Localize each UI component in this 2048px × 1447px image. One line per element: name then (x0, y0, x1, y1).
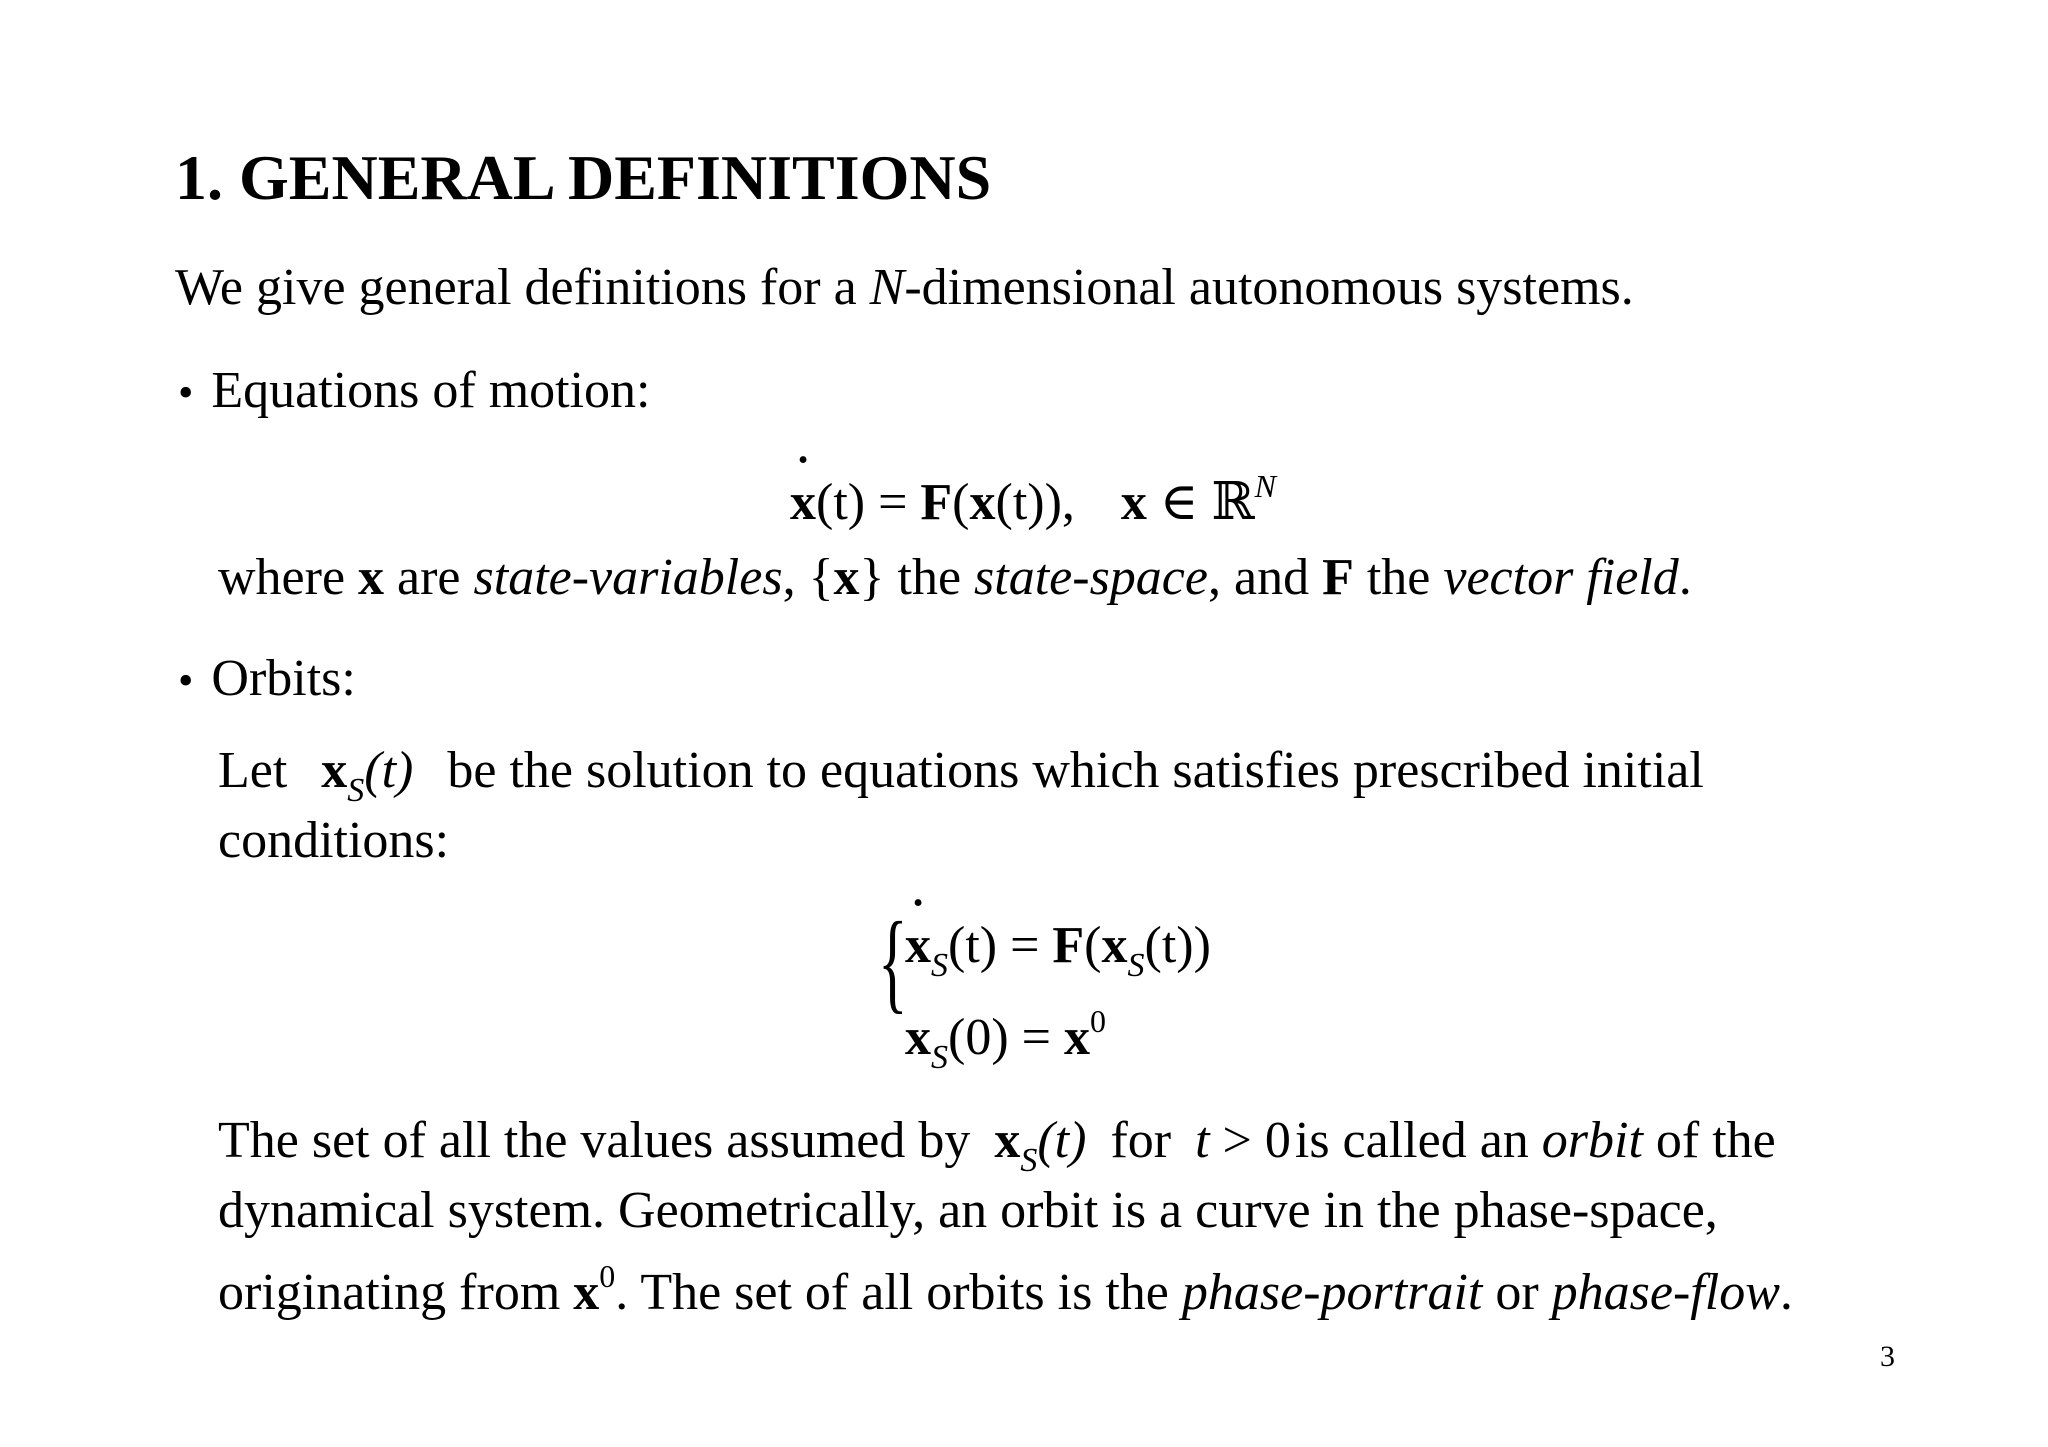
orbit-text: The set of all the values assumed by (218, 1112, 971, 1169)
system-row-2 (905, 990, 1106, 1089)
orbit-text: originating from (218, 1264, 574, 1321)
eq-rhs-var: x (969, 474, 996, 531)
xs-dot: x ˙ (905, 915, 931, 977)
let-line-2: conditions: (218, 812, 450, 869)
orbit-line-2: dynamical system. Geometrically, an orbit is a curve in the phase-space, (218, 1182, 1718, 1239)
row1-x: x (1101, 917, 1128, 974)
orbit-text: . (1779, 1264, 1793, 1321)
orbit-text: . The set of all orbits is the (615, 1264, 1182, 1321)
term-orbit: orbit (1541, 1112, 1643, 1169)
row1-mid: (t) = (948, 917, 1053, 974)
orbit-gt: > 0 (1209, 1112, 1291, 1169)
eq-rhs-arg: (t)), (995, 474, 1075, 531)
xs-var: x (321, 742, 348, 799)
eq-dimension: N (1254, 468, 1276, 504)
orbit-x0: x (573, 1264, 600, 1321)
orbit-x: x (994, 1112, 1021, 1169)
bullet-label: Equations of motion: (211, 362, 651, 419)
where-F: F (1322, 549, 1354, 606)
system-row-1 (905, 915, 1211, 997)
where-text: the (1353, 549, 1444, 606)
where-text: are (384, 549, 474, 606)
orbit-t: t (1195, 1112, 1210, 1169)
sub-s: S (931, 947, 948, 984)
orbit-text: or (1482, 1264, 1552, 1321)
term-phase-flow: phase-flow (1551, 1264, 1780, 1321)
xs-sub: S (347, 772, 365, 809)
intro-text: We give general definitions for a (175, 259, 870, 316)
orbit-text: of the (1642, 1112, 1776, 1169)
let-rest: be the solution to equations which satisfies prescribed initial (447, 742, 1704, 799)
where-x: x (358, 549, 385, 606)
orbit-for: for (1110, 1112, 1172, 1169)
row2-x0: x (1063, 1009, 1090, 1066)
bullet-icon: • (178, 368, 194, 417)
orbit-arg: (t) (1037, 1112, 1087, 1169)
row1-F: F (1052, 917, 1085, 974)
orbit-text: is called an (1294, 1112, 1542, 1169)
sup-zero: 0 (1089, 1003, 1106, 1039)
term-state-space: state-space (974, 549, 1208, 606)
page-number: 3 (1880, 1340, 1895, 1373)
where-text: } the (859, 549, 975, 606)
intro-text-end: -dimensional autonomous systems. (904, 259, 1634, 316)
bullet-label: Orbits: (211, 650, 356, 707)
orbit-sub: S (1020, 1142, 1038, 1179)
bullet-icon: • (178, 656, 194, 705)
where-text: . (1678, 549, 1692, 606)
equation-of-motion (790, 455, 1276, 534)
sub-s: S (1127, 947, 1145, 984)
sup-zero: 0 (599, 1258, 616, 1294)
row1-end: (t)) (1144, 917, 1211, 974)
system-brace: { (878, 900, 908, 1024)
where-text: where (218, 549, 359, 606)
row2-mid: (0) = (948, 1009, 1064, 1066)
term-vector-field: vector field (1443, 549, 1679, 606)
row1-paren: ( (1084, 917, 1102, 974)
orbit-line-3 (218, 1245, 1793, 1324)
intro-paragraph (175, 257, 1634, 319)
eq-domain-var: x (1120, 474, 1147, 531)
bullet-orbits (178, 648, 356, 712)
let-text: Let (218, 742, 288, 799)
bullet-equations (178, 360, 651, 424)
row2-x: x (905, 1009, 931, 1066)
xs-arg: (t) (364, 742, 414, 799)
dimension-n: N (869, 259, 905, 316)
section-title: 1. GENERAL DEFINITIONS (175, 142, 992, 213)
eq-paren: ( (952, 474, 970, 531)
vector-field-symbol: F (920, 474, 953, 531)
x-dot: x ˙ (790, 472, 816, 534)
sub-s: S (931, 1039, 948, 1076)
where-line (218, 547, 1692, 609)
eq-element-of: ∈ ℝ (1146, 474, 1255, 531)
term-state-variables: state-variables (473, 549, 783, 606)
where-text: , and (1207, 549, 1323, 606)
where-text: , { (782, 549, 834, 606)
where-x: x (833, 549, 860, 606)
term-phase-portrait: phase-portrait (1181, 1264, 1483, 1321)
eq-lhs-arg: (t) = (816, 474, 921, 531)
